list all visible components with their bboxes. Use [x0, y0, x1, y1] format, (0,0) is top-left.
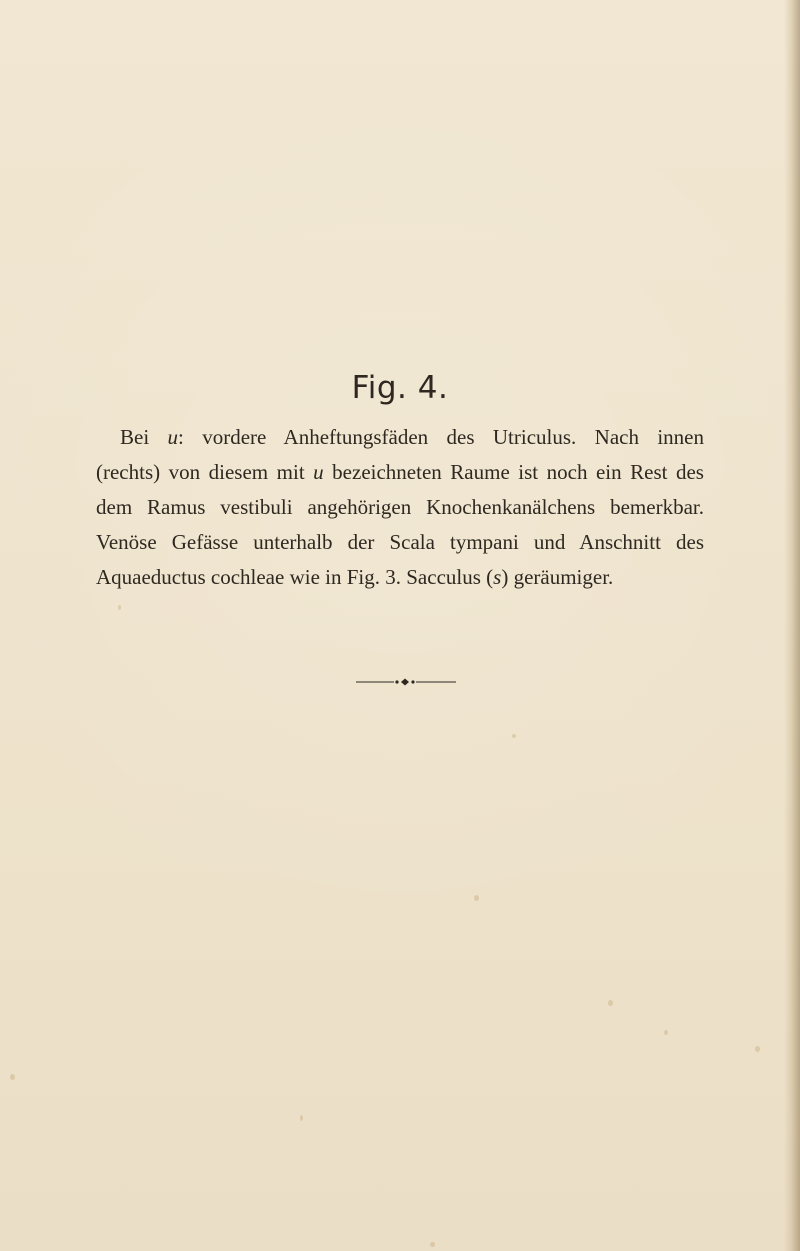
page-edge-shadow: [784, 0, 800, 1251]
caption-text: bezeichneten Raume ist noch ein Rest des: [323, 460, 704, 484]
paper-stain: [300, 1115, 303, 1121]
caption-text: : vordere Anheftungsfäden des Utriculus. Nach innen: [178, 425, 704, 449]
paper-stain: [512, 734, 516, 738]
paper-stain: [608, 1000, 613, 1006]
caption-symbol: u: [167, 425, 179, 449]
caption-symbol: s: [493, 565, 502, 589]
caption-line: [96, 420, 704, 455]
paper-stain: [474, 895, 479, 901]
paper-stain: [664, 1030, 668, 1035]
caption-text: (rechts) von diesem mit: [96, 460, 314, 484]
caption-line: [96, 490, 704, 525]
caption-text: dem Ramus vestibuli angehörigen Knochenkanälchens bemerkbar.: [96, 495, 704, 519]
caption-text: Venöse Gefässe unterhalb der Scala tympani und Anschnitt des: [96, 530, 704, 554]
caption-symbol: u: [313, 460, 324, 484]
caption-line: [96, 560, 704, 595]
figure-title: Fig. 4.: [351, 370, 449, 406]
caption-line: [96, 455, 704, 490]
paper-stain: [755, 1046, 760, 1052]
paper-stain: [118, 605, 121, 610]
paper-stain: [430, 1242, 435, 1247]
paper-stain: [10, 1074, 15, 1080]
figure-caption: [96, 420, 704, 595]
caption-line: [96, 525, 704, 560]
caption-text: Aquaeductus cochleae wie in Fig. 3. Sacculus (: [96, 565, 494, 589]
caption-text: ) geräumiger.: [501, 565, 614, 589]
ornamental-rule-icon: [356, 676, 456, 688]
caption-text: Bei: [120, 425, 168, 449]
